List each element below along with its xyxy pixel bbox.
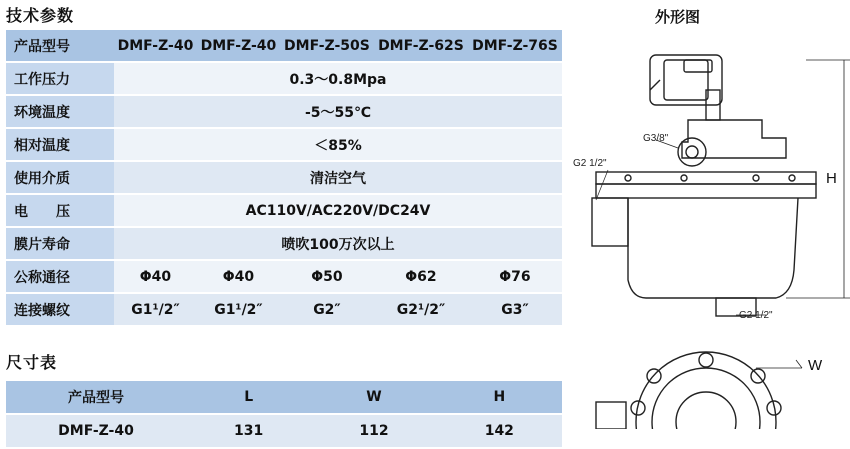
spec-row <box>6 162 562 195</box>
spec-thread-row <box>6 294 562 327</box>
spec-row-value: 喷吹100万次以上 <box>114 228 562 261</box>
dims-header-cell: L <box>186 381 311 415</box>
spec-row <box>6 228 562 261</box>
spec-cell: G1¹/2″ <box>114 294 197 327</box>
spec-section-title: 技术参数 <box>6 6 75 25</box>
spec-row-label: 膜片寿命 <box>6 228 114 261</box>
bottom-port-label: G2 1/2" <box>739 310 773 321</box>
spec-cell: G1¹/2″ <box>197 294 280 327</box>
spec-table <box>6 30 562 327</box>
dims-section-title: 尺寸表 <box>6 353 58 372</box>
spec-cell: Φ76 <box>468 261 562 294</box>
spec-row-label: 公称通径 <box>6 261 114 294</box>
spec-row <box>6 63 562 96</box>
spec-row-label: 使用介质 <box>6 162 114 195</box>
spec-row <box>6 129 562 162</box>
dims-cell: 131 <box>186 415 311 449</box>
dims-cell: DMF-Z-40 <box>6 415 186 449</box>
spec-row-label: 连接螺纹 <box>6 294 114 327</box>
spec-row <box>6 195 562 228</box>
spec-row-value: AC110V/AC220V/DC24V <box>114 195 562 228</box>
spec-model: DMF-Z-76S <box>468 30 562 63</box>
spec-model: DMF-Z-40 <box>114 30 197 63</box>
spec-model: DMF-Z-50S <box>280 30 374 63</box>
dims-row <box>6 415 562 449</box>
spec-row-label: 电 压 <box>6 195 114 228</box>
spec-row-value: 0.3～0.8Mpa <box>114 63 562 96</box>
spec-cell: Φ40 <box>114 261 197 294</box>
dims-header-cell: 产品型号 <box>6 381 186 415</box>
spec-row-value: 清洁空气 <box>114 162 562 195</box>
spec-row-label: 环境温度 <box>6 96 114 129</box>
spec-model: DMF-Z-62S <box>374 30 468 63</box>
spec-cell: G2¹/2″ <box>374 294 468 327</box>
spec-row-value: ＜85% <box>114 129 562 162</box>
dims-header-row <box>6 381 562 415</box>
spec-row-label: 工作压力 <box>6 63 114 96</box>
spec-cell: Φ50 <box>280 261 374 294</box>
dims-header-cell: W <box>311 381 436 415</box>
top-port-label: G3/8" <box>643 133 669 144</box>
spec-cell: Φ62 <box>374 261 468 294</box>
dims-header-cell: H <box>437 381 562 415</box>
dims-cell: 142 <box>437 415 562 449</box>
spec-cell: G3″ <box>468 294 562 327</box>
left-port-label: G2 1/2" <box>573 158 607 169</box>
spec-row <box>6 96 562 129</box>
width-dimension-label: W <box>808 357 823 374</box>
spec-row-label: 相对温度 <box>6 129 114 162</box>
dims-table <box>6 381 562 449</box>
dims-cell: 112 <box>311 415 436 449</box>
figure-title: 外形图 <box>655 8 701 26</box>
spec-cell: Φ40 <box>197 261 280 294</box>
spec-diameter-row <box>6 261 562 294</box>
spec-cell: G2″ <box>280 294 374 327</box>
spec-row-value: -5～55℃ <box>114 96 562 129</box>
spec-header-label: 产品型号 <box>6 30 114 63</box>
spec-header-row <box>6 30 562 63</box>
height-dimension-label: H <box>826 170 837 187</box>
spec-model: DMF-Z-40 <box>197 30 280 63</box>
